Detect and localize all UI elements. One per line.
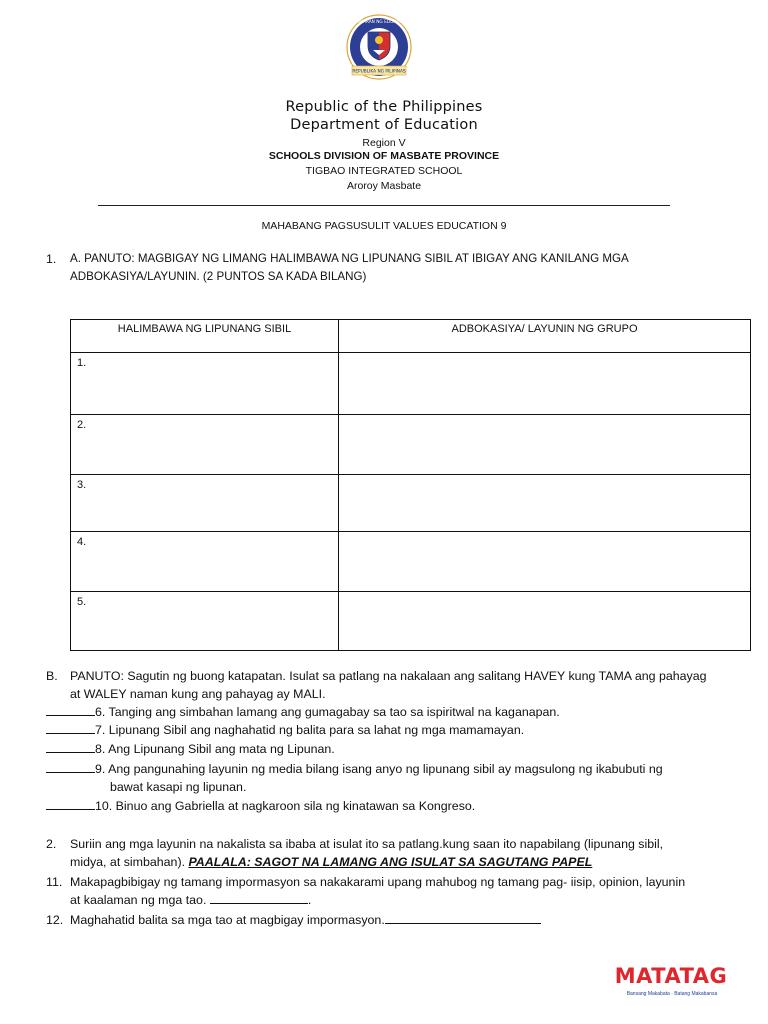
list-item [46,703,560,722]
part-2-instruction-line2 [70,853,750,872]
table-cell-answer[interactable] [339,532,751,592]
answer-blank[interactable] [46,703,95,716]
header-republic: Republic of the Philippines [285,99,483,115]
table-cell-number[interactable]: 3. [71,475,339,532]
part-b-instruction-line2: at WALEY naman kung ang pahayag ay MALI. [70,687,326,701]
table-row [71,415,751,475]
table-cell-answer[interactable] [339,475,751,532]
item-text: Maghahatid balita sa mga tao at magbigay impormasyon. [70,913,385,927]
part-2-instruction-line1: Suriin ang mga layunin na nakalista sa ibaba at isulat ito sa patlang.kung saan ito napabilang (lipunang sibil, [70,837,664,851]
answer-blank[interactable] [46,740,95,753]
part-a-instruction-line2: ADBOKASIYA/LAYUNIN. (2 PUNTOS SA KADA BILANG) [70,270,367,283]
answer-table [70,319,751,651]
table-cell-answer[interactable] [339,353,751,415]
table-cell-answer[interactable] [339,592,751,651]
item-text: 10. Binuo ang Gabriella at nagkaroon sila ng kinatawan sa Kongreso. [95,799,476,813]
header-division: SCHOOLS DIVISION OF MASBATE PROVINCE [268,150,500,162]
table-row [71,592,751,651]
part-b-instruction-line1: PANUTO: Sagutin ng buong katapatan. Isulat sa patlang na nakalaan ang salitang HAVEY kung TAMA ang pahayag [70,669,707,683]
reminder-note: PAALALA: SAGOT NA LAMANG ANG ISULAT SA SAGUTANG PAPEL [188,855,593,869]
answer-blank[interactable] [385,911,541,924]
header-town: Aroroy Masbate [346,180,422,192]
matatag-logo [611,964,731,1004]
item-text: 7. Lipunang Sibil ang naghahatid ng balita para sa lahat ng mga mamamayan. [95,723,525,737]
list-item [46,760,663,779]
part-a-number: 1. [46,252,57,266]
table-row [71,475,751,532]
item-text: 9. Ang pangunahing layunin ng media bilang isang anyo ng lipunang sibil ay magsulong ng ikabubuti ng [95,762,663,776]
answer-blank[interactable] [46,797,95,810]
matatag-wordmark: MATATAG [614,964,728,988]
item-11-line2 [70,891,311,910]
list-item [46,740,335,759]
item-9-continuation: bawat kasapi ng lipunan. [110,780,247,794]
table-row [71,353,751,415]
table-cell-number[interactable]: 4. [71,532,339,592]
deped-seal [338,14,420,84]
header-region: Region V [362,137,406,149]
matatag-tagline: Bansang Makabata · Batang Makabansa [626,991,718,997]
seal-banner-text: REPUBLIKA NG PILIPINAS [352,69,406,75]
table-cell-answer[interactable] [339,415,751,475]
item-number: 12. [46,913,64,927]
part-2-instruction-text: midya, at simbahan). [70,855,189,869]
part-a-instruction-line1: A. PANUTO: MAGBIGAY NG LIMANG HALIMBAWA NG LIPUNANG SIBIL AT IBIGAY ANG KANILANG MGA [70,252,629,265]
header-rule [98,205,670,206]
table-cell-number[interactable]: 1. [71,353,339,415]
answer-blank[interactable] [46,760,95,773]
table-row [71,532,751,592]
answer-blank[interactable] [210,891,308,904]
exam-title: MAHABANG PAGSUSULIT VALUES EDUCATION 9 [261,220,507,232]
item-text-end: . [307,893,312,907]
item-11-line1: Makapagbibigay ng tamang impormasyon sa nakakarami upang mahubog ng tamang pag- iisip, opinion, layunin [70,875,686,889]
table-header-row [71,320,751,353]
list-item [46,797,475,816]
answer-blank[interactable] [46,721,95,734]
table-header-example: HALIMBAWA NG LIPUNANG SIBIL [71,320,339,353]
item-number: 11. [46,875,63,889]
table-cell-number[interactable]: 2. [71,415,339,475]
table-header-advocacy: ADBOKASIYA/ LAYUNIN NG GRUPO [339,320,751,353]
item-text: 6. Tanging ang simbahan lamang ang gumagabay sa tao sa ispiritwal na kaganapan. [95,705,560,719]
list-item [46,721,524,740]
header-school: TIGBAO INTEGRATED SCHOOL [305,165,463,177]
item-12-line1 [70,911,541,930]
part-b-label: B. [46,669,58,683]
item-text: at kaalaman ng mga tao. [70,893,207,907]
table-cell-number[interactable]: 5. [71,592,339,651]
header-department: Department of Education [290,117,478,133]
seal-ring-text: KAGAWARAN NG EDUKASYON [347,20,411,25]
part-2-number: 2. [46,837,57,851]
item-text: 8. Ang Lipunang Sibil ang mata ng Lipunan. [95,742,335,756]
